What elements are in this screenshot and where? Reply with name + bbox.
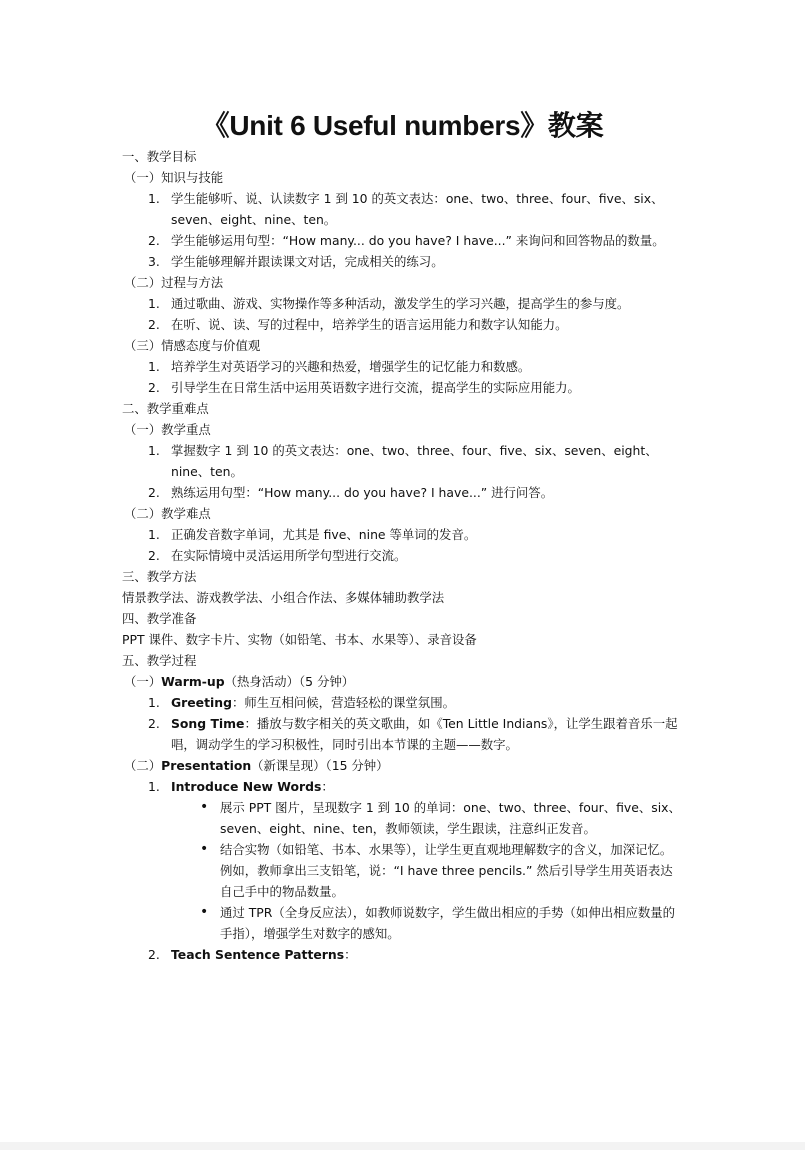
list-item: 2. 学生能够运用句型：“How many... do you have? I have...” 来询问和回答物品的数量。	[148, 233, 665, 248]
section-heading: 五、教学过程	[122, 653, 197, 668]
list-item: 1. 正确发音数字单词，尤其是 five、nine 等单词的发音。	[148, 527, 477, 542]
subsection-heading: （二）过程与方法	[124, 275, 224, 290]
list-item: 2. 在实际情境中灵活运用所学句型进行交流。	[148, 548, 407, 563]
page-title: 《Unit 6 Useful numbers》教案	[201, 110, 604, 141]
list-item: 1. 学生能够听、说、认读数字 1 到 10 的英文表达：one、two、three、four、five、six、seven、eight、nine、ten。	[148, 191, 664, 227]
bullet-icon: •	[200, 799, 209, 815]
paragraph: 情景教学法、游戏教学法、小组合作法、多媒体辅助教学法	[122, 590, 445, 605]
paragraph: PPT 课件、数字卡片、实物（如铅笔、书本、水果等）、录音设备	[122, 632, 477, 647]
list-item: 1. Greeting：师生互相问候，营造轻松的课堂氛围。	[148, 695, 455, 710]
bullet-item: • 展示 PPT 图片，呈现数字 1 到 10 的单词：one、two、three、four、five、six、seven、eight、nine、ten，教师领读，学生跟读，注意纠正发音。	[200, 799, 681, 836]
list-item: 1. 掌握数字 1 到 10 的英文表达：one、two、three、four、five、six、seven、eight、nine、ten。	[148, 443, 658, 479]
subsection-heading: （一）Warm-up（热身活动）（5 分钟）	[124, 674, 355, 689]
section-heading: 四、教学准备	[122, 611, 197, 626]
bullet-icon: •	[200, 841, 209, 857]
bullet-item: • 结合实物（如铅笔、书本、水果等），让学生更直观地理解数字的含义，加深记忆。例如，教师拿出三支铅笔，说：“I have three pencils.” 然后引导学生用英语表达自己手中的物品数量。	[200, 841, 673, 899]
document-body	[122, 146, 682, 965]
section-heading: 一、教学目标	[122, 149, 197, 164]
subsection-heading: （一）教学重点	[124, 422, 211, 437]
subsection-heading: （一）知识与技能	[124, 170, 224, 185]
subsection-heading: （三）情感态度与价值观	[124, 338, 261, 353]
list-item: 2. 在听、说、读、写的过程中，培养学生的语言运用能力和数字认知能力。	[148, 317, 568, 332]
list-item: 2. 熟练运用句型：“How many... do you have? I have...” 进行问答。	[148, 485, 554, 500]
list-item: 2. Teach Sentence Patterns：	[148, 947, 357, 962]
subsection-heading: （二）Presentation（新课呈现）（15 分钟）	[124, 758, 389, 773]
list-item: 2. 引导学生在日常生活中运用英语数字进行交流，提高学生的实际应用能力。	[148, 380, 580, 395]
list-item: 2. Song Time：播放与数字相关的英文歌曲，如《Ten Little Indians》，让学生跟着音乐一起唱，调动学生的学习积极性，同时引出本节课的主题——数字。	[148, 716, 678, 752]
list-item: 1. 培养学生对英语学习的兴趣和热爱，增强学生的记忆能力和数感。	[148, 359, 531, 374]
section-heading: 三、教学方法	[122, 569, 197, 584]
bullet-item: • 通过 TPR（全身反应法），如教师说数字，学生做出相应的手势（如伸出相应数量的手指），增强学生对数字的感知。	[200, 904, 676, 941]
list-item: 1. Introduce New Words：	[148, 779, 334, 794]
bullet-icon: •	[200, 904, 209, 920]
subsection-heading: （二）教学难点	[124, 506, 211, 521]
list-item: 1. 通过歌曲、游戏、实物操作等多种活动，激发学生的学习兴趣，提高学生的参与度。	[148, 296, 630, 311]
list-item: 3. 学生能够理解并跟读课文对话，完成相关的练习。	[148, 254, 444, 269]
section-heading: 二、教学重难点	[122, 401, 209, 416]
